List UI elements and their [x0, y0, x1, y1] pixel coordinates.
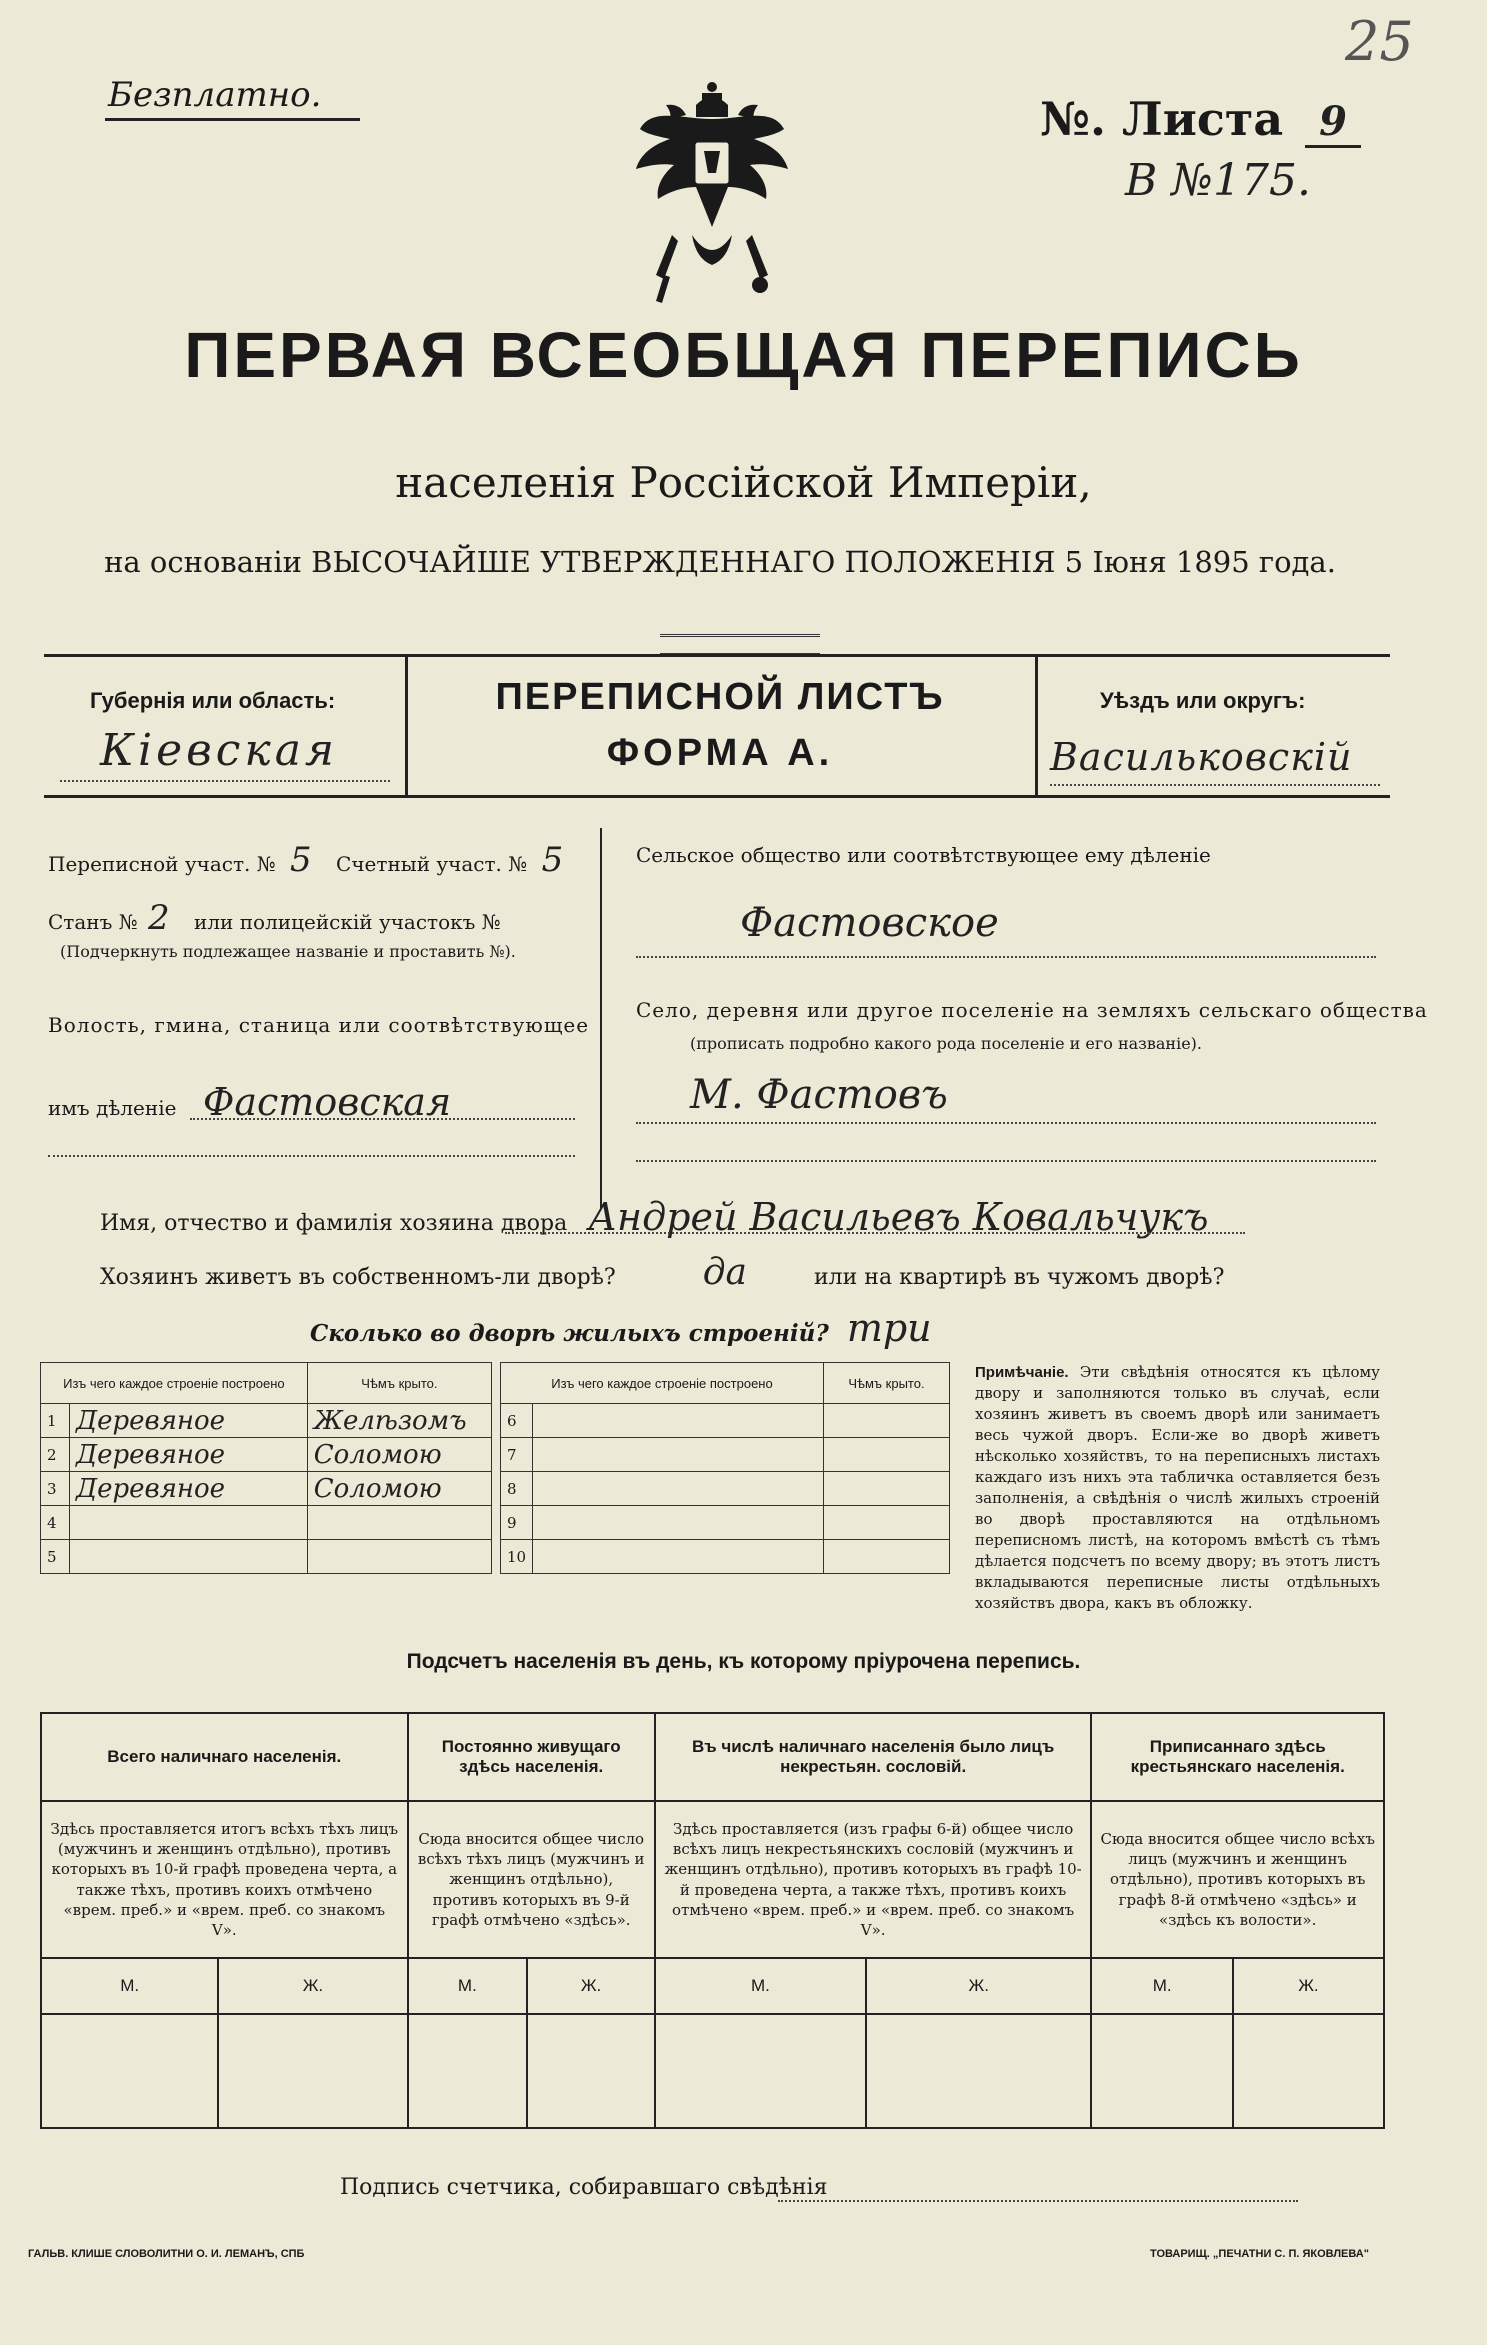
- census-section-label: Переписной участ. №: [48, 852, 276, 876]
- province-value: Кіевская: [100, 725, 339, 776]
- census-section-value: 5: [290, 840, 312, 880]
- owner-lives-label: Хозяинъ живетъ въ собственномъ-ли дворѣ?: [100, 1265, 616, 1290]
- pop-col-peasant: Приписаннаго здѣсь крестьянскаго населенія.: [1091, 1713, 1384, 1801]
- table-row: 5: [41, 1540, 492, 1574]
- buildings-label: Сколько во дворѣ жилыхъ строеній?: [310, 1320, 829, 1347]
- page-subtitle: населенія Россійской Имперіи,: [395, 458, 1092, 507]
- police-label: или полицейскій участокъ №: [194, 910, 501, 934]
- owner-name-label: Имя, отчество и фамилія хозяина двора: [100, 1211, 568, 1236]
- underline-note: (Подчеркнуть подлежащее названіе и проставить №).: [60, 942, 516, 961]
- society-value: Фастовское: [740, 900, 999, 946]
- table-row: 3 Деревяное Соломою: [41, 1472, 492, 1506]
- buildings-table-left: [40, 1362, 492, 1574]
- buildings-table-right: Изъ чего каждое строеніе построено Чѣмъ крыто. 6 7 8 9 10: [500, 1362, 950, 1574]
- table-row: 4: [41, 1506, 492, 1540]
- population-heading: Подсчетъ населенія въ день, къ которому пріурочена перепись.: [406, 1650, 1081, 1673]
- village-value: М. Фастовъ: [690, 1072, 948, 1118]
- sheet-label: №. Листа 9: [1040, 92, 1361, 146]
- pop-col-permanent: Постоянно живущаго здѣсь населенія.: [408, 1713, 655, 1801]
- province-label: Губернія или область:: [90, 688, 336, 713]
- count-section-value: 5: [541, 840, 564, 880]
- table-row: 7: [501, 1438, 950, 1472]
- volost-value: Фастовская: [202, 1080, 452, 1124]
- pop-col-non-peasant: Въ числѣ наличнаго населенія было лицъ некрестьян. сословій.: [655, 1713, 1092, 1801]
- volost-label-2: имъ дѣленіе: [48, 1096, 177, 1120]
- signature-label: Подпись счетчика, собиравшаго свѣдѣнія: [340, 2175, 828, 2200]
- page-title: ПЕРВАЯ ВСЕОБЩАЯ ПЕРЕПИСЬ: [184, 319, 1303, 391]
- owner-name-value: Андрей Васильевъ Ковальчукъ: [588, 1195, 1209, 1239]
- double-headed-eagle-icon: [632, 75, 792, 305]
- printer-right: ТОВАРИЩ. „ПЕЧАТНИ С. П. ЯКОВЛЕВА": [1150, 2248, 1369, 2260]
- count-section-label: Счетный участ. №: [336, 852, 528, 876]
- society-label: Сельское общество или соотвѣтствующее ему дѣленіе: [636, 843, 1211, 867]
- stan-value: 2: [148, 898, 170, 938]
- buildings-value: три: [846, 1306, 932, 1350]
- note-label: Примѣчаніе.: [975, 1364, 1069, 1381]
- col-roof: Чѣмъ крыто.: [307, 1363, 491, 1404]
- district-label: Уѣздъ или округъ:: [1100, 688, 1306, 713]
- owner-lives-value: да: [702, 1252, 748, 1293]
- owner-apartment-label: или на квартирѣ въ чужомъ дворѣ?: [814, 1265, 1225, 1290]
- form-name: ФОРМА А.: [606, 732, 834, 774]
- sheet-note: В №175.: [1125, 155, 1311, 206]
- pop-col-total: Всего наличнаго населенія.: [41, 1713, 408, 1801]
- population-table: Всего наличнаго населенія. Постоянно живущаго здѣсь населенія. Въ числѣ наличнаго населенія было лицъ некрестьян. сословій. Приписаннаго здѣсь крестьянскаго населенія. Здѣсь проставляется итогъ всѣхъ тѣхъ лицъ (мужчинъ и женщинъ отдѣльно), противъ которыхъ въ 10-й графѣ проведена черта, а также тѣхъ, противъ коихъ отмѣчено «врем. преб.» и «врем. преб. со знакомъ V». Сюда вносится общее число всѣхъ тѣхъ лицъ (мужчинъ и женщинъ отдѣльно), противъ которыхъ въ 9-й графѣ отмѣчено «здѣсь». Здѣсь проставляется (изъ графы 6-й) общее число всѣхъ лицъ некрестьянскихъ сословій (мужчинъ и женщинъ отдѣльно), противъ которыхъ въ графѣ 10-й проведена черта, а также тѣхъ, противъ коихъ отмѣчено «врем. преб.» и «врем. преб. со знакомъ V». Сюда вносится общее число всѣхъ лицъ (мужчинъ и женщинъ отдѣльно), противъ которыхъ въ графѣ 8-й отмѣчено «здѣсь» и «здѣсь къ волости». М. Ж. М. Ж. М. Ж. М. Ж.: [40, 1712, 1385, 2129]
- table-row: 1 Деревяное Желѣзомъ: [41, 1404, 492, 1438]
- village-label: Село, деревня или другое поселеніе на земляхъ сельскаго общества: [636, 998, 1428, 1022]
- col-material: Изъ чего каждое строеніе построено: [41, 1363, 308, 1404]
- table-row: 9: [501, 1506, 950, 1540]
- table-row: 10: [501, 1540, 950, 1574]
- table-row: 2 Деревяное Соломою: [41, 1438, 492, 1472]
- free-label: Безплатно.: [108, 75, 322, 115]
- table-row: 6: [501, 1404, 950, 1438]
- corner-mark: 25: [1345, 10, 1414, 73]
- sheet-number: 9: [1305, 98, 1361, 148]
- volost-label-1: Волость, гмина, станица или соотвѣтствующее: [48, 1013, 590, 1037]
- printer-left: ГАЛЬВ. КЛИШЕ СЛОВОЛИТНИ О. И. ЛЕМАНЪ, СПБ: [28, 2248, 305, 2260]
- form-title: ПЕРЕПИСНОЙ ЛИСТЪ: [495, 676, 945, 718]
- table-row: 8: [501, 1472, 950, 1506]
- ornament: [660, 634, 820, 656]
- note-text: Эти свѣдѣнія относятся къ цѣлому двору и заполняются только въ случаѣ, если хозяинъ живетъ въ своемъ дворѣ или занимаетъ весь чужой дворъ. Если-же во дворѣ живетъ нѣсколько хозяйствъ, то на переписныхъ листахъ каждаго изъ нихъ эта табличка оставляется безъ заполненія, а свѣдѣнія о числѣ жилыхъ строеній во дворѣ проставляются на отдѣльномъ переписномъ листѣ, на которомъ вмѣстѣ съ тѣмъ дѣлается подсчетъ по всему двору; въ этотъ листъ вкладываются переписные листы отдѣльныхъ хозяйствъ двора, какъ въ обложку.: [975, 1363, 1380, 1612]
- district-value: Васильковскій: [1050, 735, 1353, 779]
- note-block: [975, 1362, 1380, 1614]
- basis-line: на основаніи ВЫСОЧАЙШЕ УТВЕРЖДЕННАГО ПОЛОЖЕНІЯ 5 Іюня 1895 года.: [104, 545, 1336, 579]
- stan-label: Станъ №: [48, 910, 138, 934]
- village-note: (прописать подробно какого рода поселеніе и его названіе).: [690, 1034, 1202, 1053]
